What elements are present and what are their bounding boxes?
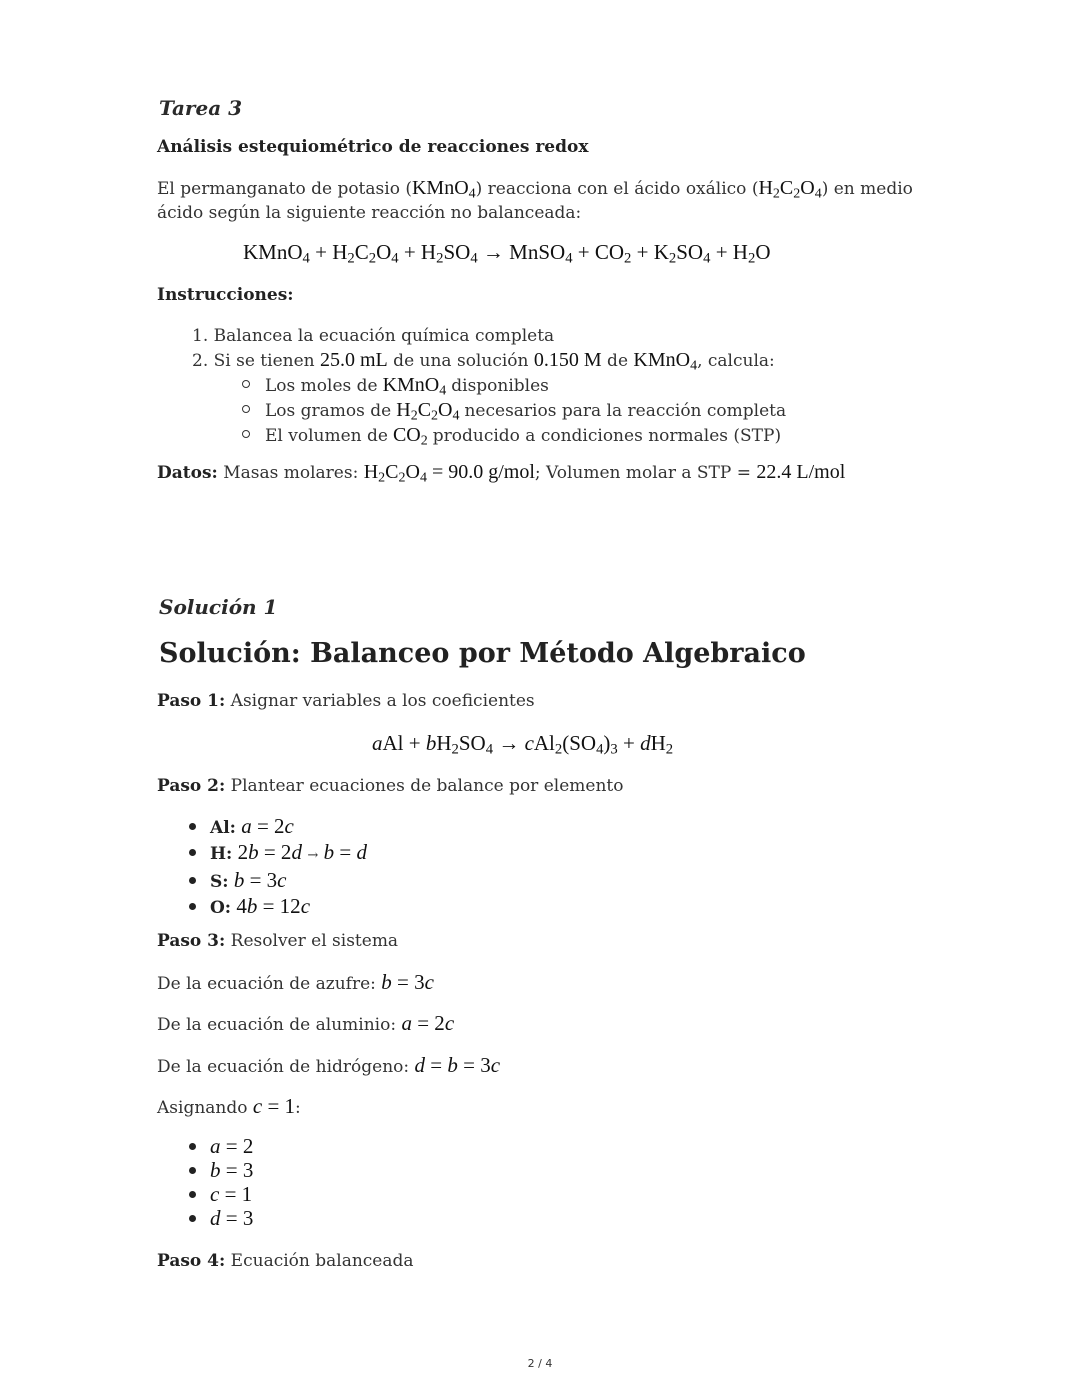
data-line: Datos: Masas molares: $H_2C_2O_4 = 90.0$ g/mol; Volumen molar a STP = 22.4 L/mol	[157, 461, 846, 486]
step-1: 1. Balancea la ecuación química completa	[192, 326, 555, 346]
solution-title: Solución: Balanceo por Método Algebraico	[159, 638, 806, 669]
balance-h: H: 2b = 2d → b = d	[189, 840, 367, 868]
sub-item-volume: El volumen de $CO_2$ producido a condiciones normales (STP)	[242, 423, 786, 448]
coef-d: d = 3	[189, 1206, 253, 1230]
coef-c: c = 1	[189, 1182, 253, 1206]
page-number: 2 / 4	[527, 1357, 553, 1370]
intro-paragraph: El permanganato de potasio (KMnO$_4$) reacciona con el ácido oxálico $(H_2C_2O_4)$ en medio ácido según la siguiente reacción no balanceada:	[157, 177, 913, 223]
balance-o: O: 4b = 12c	[189, 894, 367, 920]
coefficient-list	[189, 1134, 253, 1230]
task-heading: Tarea 3	[159, 96, 243, 120]
sub-item-moles: Los moles de KMnO$_4$ disponibles	[242, 373, 786, 398]
paso-3: Paso 3: Resolver el sistema	[157, 931, 399, 951]
solution-heading: Solución 1	[159, 595, 278, 619]
algebraic-equation: aAl + $bH_2SO_4 \to cAl_2(SO_4)_3 + dH_2$	[372, 731, 674, 758]
element-balance-list	[189, 814, 367, 920]
paso-1: Paso 1: Asignar variables a los coeficientes	[157, 691, 535, 711]
balance-s: S: b = 3c	[189, 868, 367, 894]
sulfur-line: De la ecuación de azufre: b = 3c	[157, 970, 434, 994]
task-subtitle: Análisis estequiométrico de reacciones redox	[157, 137, 589, 157]
instructions-list	[192, 324, 786, 448]
coef-a: a = 2	[189, 1134, 253, 1158]
sub-item-grams: Los gramos de $H_2C_2O_4$ necesarios para la reacción completa	[242, 398, 786, 423]
balance-al: Al: a = 2c	[189, 814, 367, 840]
instructions-label: Instrucciones:	[157, 285, 294, 305]
paso-4: Paso 4: Ecuación balanceada	[157, 1251, 414, 1271]
coef-b: b = 3	[189, 1158, 253, 1182]
hydrogen-line: De la ecuación de hidrógeno: d = b = 3c	[157, 1053, 501, 1077]
unbalanced-equation: KMnO$_4$ + $H_2C_2O_4 + H_2SO_4$ → MnSO$_4$ + $CO_2 + K_2SO_4 + H_2O$	[243, 240, 771, 267]
aluminum-line: De la ecuación de aluminio: a = 2c	[157, 1011, 455, 1035]
paso-2: Paso 2: Plantear ecuaciones de balance por elemento	[157, 776, 624, 796]
step-2: 2. Si se tienen 25.0 mL de una solución 0.150 M de KMnO$_4$, calcula:	[192, 349, 775, 374]
assign-line: Asignando c = 1:	[157, 1094, 301, 1118]
